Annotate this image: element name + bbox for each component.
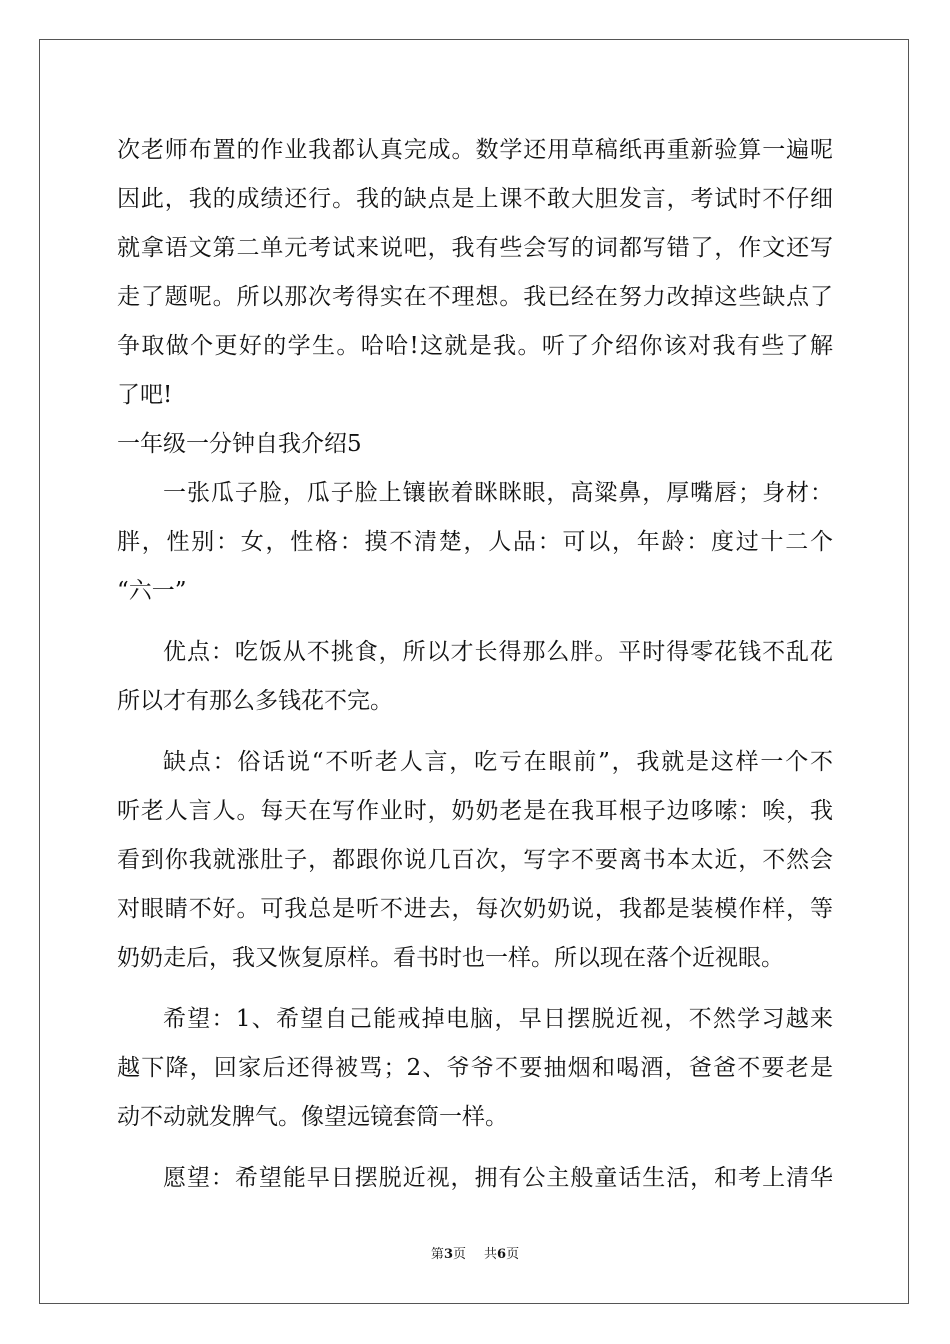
text-line: 胖，性别：女，性格：摸不清楚，人品：可以，年龄：度过十二个 [117, 529, 833, 555]
text-line: 希望：1、希望自己能戒掉电脑，早日摆脱近视，不然学习越来 [163, 1006, 833, 1032]
section-heading: 一年级一分钟自我介绍5 [117, 431, 362, 457]
text-line: 动不动就发脾气。像望远镜套筒一样。 [117, 1104, 508, 1130]
page-number: 3 [443, 1247, 453, 1262]
text-line: 优点：吃饭从不挑食，所以才长得那么胖。平时得零花钱不乱花 [163, 639, 833, 665]
text-line: 愿望：希望能早日摆脱近视，拥有公主般童话生活，和考上清华 [163, 1165, 833, 1191]
text-line: “六一” [117, 578, 187, 604]
total-prefix: 共 [484, 1247, 498, 1262]
text-line: 次老师布置的作业我都认真完成。数学还用草稿纸再重新验算一遍呢 [117, 137, 833, 163]
text-line: 所以才有那么多钱花不完。 [117, 688, 393, 714]
text-line: 走了题呢。所以那次考得实在不理想。我已经在努力改掉这些缺点了 [117, 284, 833, 310]
text-line: 看到你我就涨肚子，都跟你说几百次，写字不要离书本太近，不然会 [117, 847, 833, 873]
text-line: 听老人言人。每天在写作业时，奶奶老是在我耳根子边哆嗦：唉，我 [117, 798, 833, 824]
text-line: 越下降，回家后还得被骂；2、爷爷不要抽烟和喝酒，爸爸不要老是 [117, 1055, 833, 1081]
text-line: 了吧! [117, 382, 173, 408]
text-line: 因此，我的成绩还行。我的缺点是上课不敢大胆发言，考试时不仔细 [117, 186, 833, 212]
text-line: 争取做个更好的学生。哈哈!这就是我。听了介绍你该对我有些了解 [117, 333, 833, 359]
total-suffix: 页 [506, 1247, 520, 1262]
page-prefix: 第 [430, 1247, 444, 1262]
page-footer [0, 1243, 950, 1262]
page-suffix: 页 [452, 1247, 466, 1262]
text-line: 对眼睛不好。可我总是听不进去，每次奶奶说，我都是装模作样，等 [117, 896, 833, 922]
text-line: 缺点：俗话说“不听老人言，吃亏在眼前”，我就是这样一个不 [163, 749, 833, 775]
text-line: 就拿语文第二单元考试来说吧，我有些会写的词都写错了，作文还写 [117, 235, 833, 261]
text-line: 奶奶走后，我又恢复原样。看书时也一样。所以现在落个近视眼。 [117, 945, 784, 971]
total-pages: 6 [497, 1247, 507, 1262]
text-line: 一张瓜子脸，瓜子脸上镶嵌着眯眯眼，高粱鼻，厚嘴唇；身材： [163, 480, 833, 506]
document-body [117, 126, 833, 1203]
